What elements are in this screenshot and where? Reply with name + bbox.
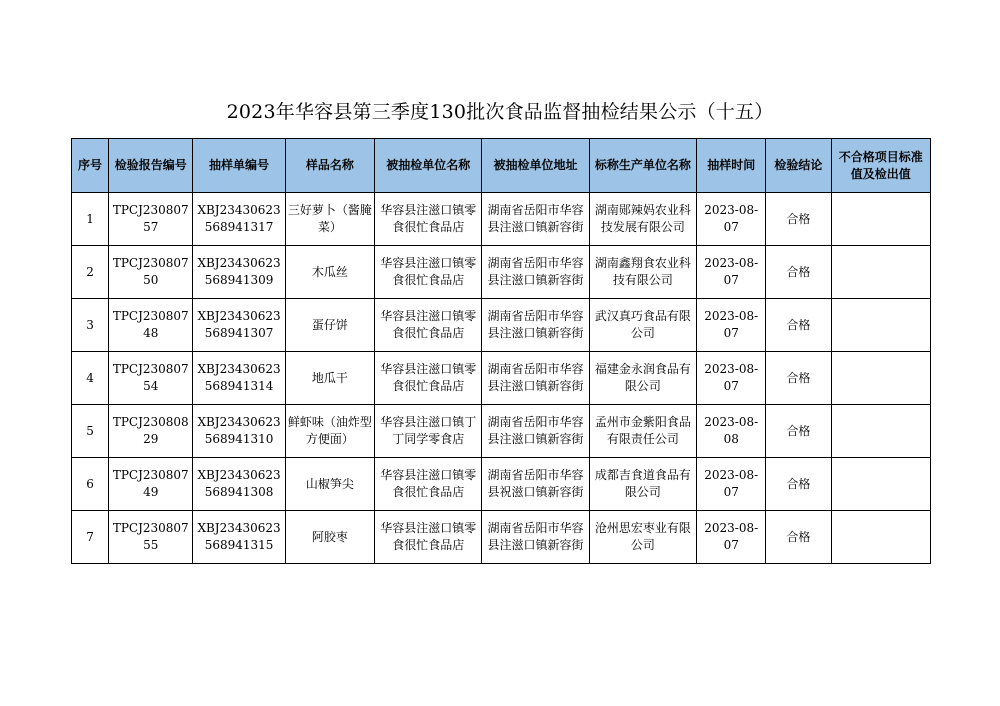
table-row xyxy=(72,246,931,299)
cell-unit-name: 华容县注滋口镇丁丁同学零食店 xyxy=(375,405,482,458)
cell-sampling-date: 2023-08-07 xyxy=(697,458,766,511)
cell-sample-no: XBJ23430623568941307 xyxy=(193,299,285,352)
header-producer: 标称生产单位名称 xyxy=(589,139,696,193)
cell-sample-no: XBJ23430623568941315 xyxy=(193,511,285,564)
cell-sampling-date: 2023-08-07 xyxy=(697,246,766,299)
cell-producer: 福建金永润食品有限公司 xyxy=(589,352,696,405)
table-row xyxy=(72,511,931,564)
cell-sample-name: 阿胶枣 xyxy=(285,511,374,564)
cell-sampling-date: 2023-08-07 xyxy=(697,511,766,564)
cell-unit-name: 华容县注滋口镇零食很忙食品店 xyxy=(375,246,482,299)
cell-sample-no: XBJ23430623568941308 xyxy=(193,458,285,511)
cell-sample-no: XBJ23430623568941317 xyxy=(193,193,285,246)
cell-unit-name: 华容县注滋口镇零食很忙食品店 xyxy=(375,299,482,352)
cell-index: 7 xyxy=(72,511,109,564)
header-sample-no: 抽样单编号 xyxy=(193,139,285,193)
table-row xyxy=(72,299,931,352)
header-sample-name: 样品名称 xyxy=(285,139,374,193)
cell-unit-name: 华容县注滋口镇零食很忙食品店 xyxy=(375,352,482,405)
header-unit-address: 被抽检单位地址 xyxy=(482,139,589,193)
table-row xyxy=(72,405,931,458)
cell-conclusion: 合格 xyxy=(766,299,831,352)
cell-sample-name: 鲜虾味（油炸型方便面） xyxy=(285,405,374,458)
table-row xyxy=(72,193,931,246)
cell-index: 1 xyxy=(72,193,109,246)
cell-producer: 孟州市金紫阳食品有限责任公司 xyxy=(589,405,696,458)
cell-conclusion: 合格 xyxy=(766,193,831,246)
cell-unit-address: 湖南省岳阳市华容县注滋口镇新容街 xyxy=(482,246,589,299)
cell-nonconforming xyxy=(831,458,930,511)
cell-sample-no: XBJ23430623568941309 xyxy=(193,246,285,299)
header-sampling-date: 抽样时间 xyxy=(697,139,766,193)
header-unit-name: 被抽检单位名称 xyxy=(375,139,482,193)
header-report-no: 检验报告编号 xyxy=(109,139,193,193)
cell-sample-name: 山椒笋尖 xyxy=(285,458,374,511)
cell-nonconforming xyxy=(831,511,930,564)
cell-producer: 沧州思宏枣业有限公司 xyxy=(589,511,696,564)
cell-conclusion: 合格 xyxy=(766,458,831,511)
header-row xyxy=(72,139,931,193)
table-row xyxy=(72,458,931,511)
cell-nonconforming xyxy=(831,193,930,246)
cell-nonconforming xyxy=(831,246,930,299)
cell-unit-address: 湖南省岳阳市华容县注滋口镇新容街 xyxy=(482,299,589,352)
cell-sample-name: 地瓜干 xyxy=(285,352,374,405)
cell-sample-name: 三好萝卜（酱腌菜） xyxy=(285,193,374,246)
cell-index: 5 xyxy=(72,405,109,458)
cell-sample-no: XBJ23430623568941310 xyxy=(193,405,285,458)
cell-sample-name: 蛋仔饼 xyxy=(285,299,374,352)
cell-producer: 湖南郧辣妈农业科技发展有限公司 xyxy=(589,193,696,246)
cell-report-no: TPCJ23080749 xyxy=(109,458,193,511)
cell-sampling-date: 2023-08-07 xyxy=(697,352,766,405)
cell-report-no: TPCJ23080829 xyxy=(109,405,193,458)
cell-unit-address: 湖南省岳阳市华容县注滋口镇新容街 xyxy=(482,405,589,458)
cell-unit-name: 华容县注滋口镇零食很忙食品店 xyxy=(375,511,482,564)
cell-report-no: TPCJ23080748 xyxy=(109,299,193,352)
header-conclusion: 检验结论 xyxy=(766,139,831,193)
cell-report-no: TPCJ23080750 xyxy=(109,246,193,299)
document-title: 2023年华容县第三季度130批次食品监督抽检结果公示（十五） xyxy=(226,101,774,123)
cell-unit-name: 华容县注滋口镇零食很忙食品店 xyxy=(375,193,482,246)
cell-report-no: TPCJ23080757 xyxy=(109,193,193,246)
cell-unit-address: 湖南省岳阳市华容县注滋口镇新容街 xyxy=(482,511,589,564)
cell-producer: 武汉真巧食品有限公司 xyxy=(589,299,696,352)
cell-conclusion: 合格 xyxy=(766,511,831,564)
cell-conclusion: 合格 xyxy=(766,405,831,458)
cell-nonconforming xyxy=(831,352,930,405)
cell-index: 3 xyxy=(72,299,109,352)
header-nonconforming: 不合格项目标准值及检出值 xyxy=(831,139,930,193)
cell-sample-no: XBJ23430623568941314 xyxy=(193,352,285,405)
cell-index: 2 xyxy=(72,246,109,299)
results-table xyxy=(71,138,931,564)
cell-producer: 成都吉食道食品有限公司 xyxy=(589,458,696,511)
cell-nonconforming xyxy=(831,405,930,458)
cell-unit-address: 湖南省岳阳市华容县注滋口镇新容街 xyxy=(482,352,589,405)
cell-unit-address: 湖南省岳阳市华容县祝滋口镇新容街 xyxy=(482,458,589,511)
cell-conclusion: 合格 xyxy=(766,352,831,405)
header-index: 序号 xyxy=(72,139,109,193)
cell-sampling-date: 2023-08-07 xyxy=(697,299,766,352)
cell-nonconforming xyxy=(831,299,930,352)
cell-unit-name: 华容县注滋口镇零食很忙食品店 xyxy=(375,458,482,511)
table-row xyxy=(72,352,931,405)
cell-report-no: TPCJ23080754 xyxy=(109,352,193,405)
cell-sample-name: 木瓜丝 xyxy=(285,246,374,299)
cell-index: 6 xyxy=(72,458,109,511)
cell-report-no: TPCJ23080755 xyxy=(109,511,193,564)
cell-producer: 湖南鑫翔食农业科技有限公司 xyxy=(589,246,696,299)
cell-unit-address: 湖南省岳阳市华容县注滋口镇新容街 xyxy=(482,193,589,246)
cell-sampling-date: 2023-08-08 xyxy=(697,405,766,458)
cell-conclusion: 合格 xyxy=(766,246,831,299)
cell-sampling-date: 2023-08-07 xyxy=(697,193,766,246)
cell-index: 4 xyxy=(72,352,109,405)
